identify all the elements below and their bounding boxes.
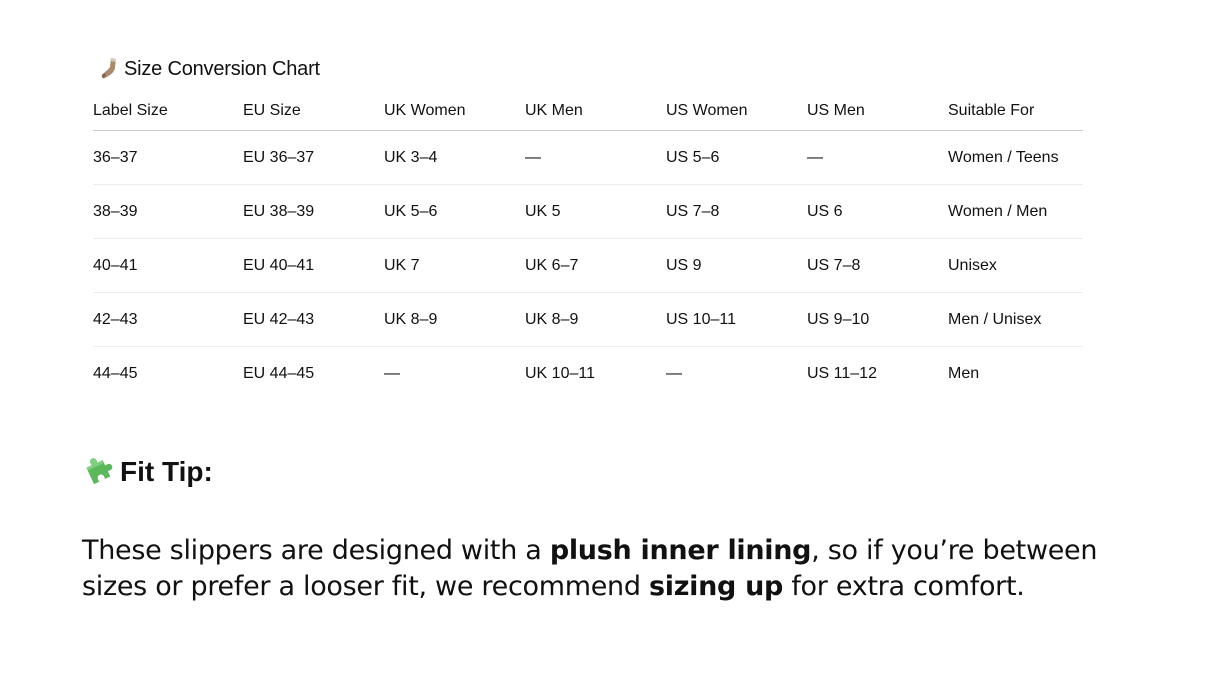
fit-tip-paragraph [82, 533, 1122, 605]
fit-tip-heading [82, 456, 213, 488]
table-cell: — [525, 131, 666, 185]
table-cell: US 10–11 [666, 293, 807, 347]
puzzle-piece-icon [82, 453, 114, 485]
fit-tip-text: for extra comfort. [783, 571, 1025, 602]
table-cell: EU 44–45 [243, 364, 315, 382]
table-cell: UK 10–11 [525, 364, 595, 382]
size-conversion-table [93, 92, 1083, 400]
table-cell: 44–45 [93, 364, 138, 382]
table-cell: US 9–10 [807, 293, 948, 347]
table-cell: — [807, 131, 948, 185]
chart-title [98, 57, 320, 81]
table-cell: US 7–8 [666, 185, 807, 239]
table-cell: UK 8–9 [384, 293, 525, 347]
chart-title-text: Size Conversion Chart [124, 57, 320, 80]
column-header: US Men [807, 92, 948, 131]
table-cell: Women / Teens [948, 131, 1083, 185]
table-cell: UK 3–4 [384, 131, 525, 185]
table-row [93, 293, 1083, 347]
table-cell: US 9 [666, 239, 807, 293]
fit-tip-bold-text: plush inner lining [549, 535, 812, 566]
fit-tip-heading-text: Fit Tip: [120, 456, 213, 487]
table-cell: 36–37 [93, 131, 243, 185]
table-cell: UK 5 [525, 185, 666, 239]
table-cell: US 5–6 [666, 131, 807, 185]
table-cell: — [666, 364, 682, 382]
table-cell: 42–43 [93, 293, 243, 347]
table-cell: — [384, 364, 400, 382]
table-cell: 38–39 [93, 185, 243, 239]
table-cell: UK 8–9 [525, 293, 666, 347]
column-header: EU Size [243, 92, 384, 131]
fit-tip-text: , so if you’re between sizes or prefer a looser fit, we recommend [82, 535, 1098, 602]
table-row [93, 347, 1083, 401]
table-cell: US 7–8 [807, 239, 948, 293]
table-cell: UK 7 [384, 239, 525, 293]
table-cell: EU 38–39 [243, 185, 384, 239]
table-row [93, 131, 1083, 185]
table-cell: EU 42–43 [243, 293, 384, 347]
table-row [93, 185, 1083, 239]
table-header-row [93, 92, 1083, 131]
sock-icon [98, 56, 122, 80]
table-cell: UK 6–7 [525, 239, 666, 293]
table-row [93, 239, 1083, 293]
column-header: UK Men [525, 92, 666, 131]
table-cell: 40–41 [93, 239, 243, 293]
column-header: Suitable For [948, 92, 1083, 131]
fit-tip-text: These slippers are designed with a [82, 535, 550, 566]
table-cell: EU 40–41 [243, 239, 384, 293]
table-cell: UK 5–6 [384, 185, 525, 239]
column-header: Label Size [93, 92, 243, 131]
table-cell: US 11–12 [807, 364, 877, 382]
column-header: US Women [666, 92, 807, 131]
table-cell: Men / Unisex [948, 293, 1083, 347]
table-cell: Unisex [948, 239, 1083, 293]
table-cell: Women / Men [948, 185, 1083, 239]
column-header: UK Women [384, 92, 525, 131]
table-cell: US 6 [807, 185, 948, 239]
fit-tip-bold-text: sizing up [648, 571, 784, 602]
table-cell: Men [948, 364, 980, 382]
table-cell: EU 36–37 [243, 131, 384, 185]
